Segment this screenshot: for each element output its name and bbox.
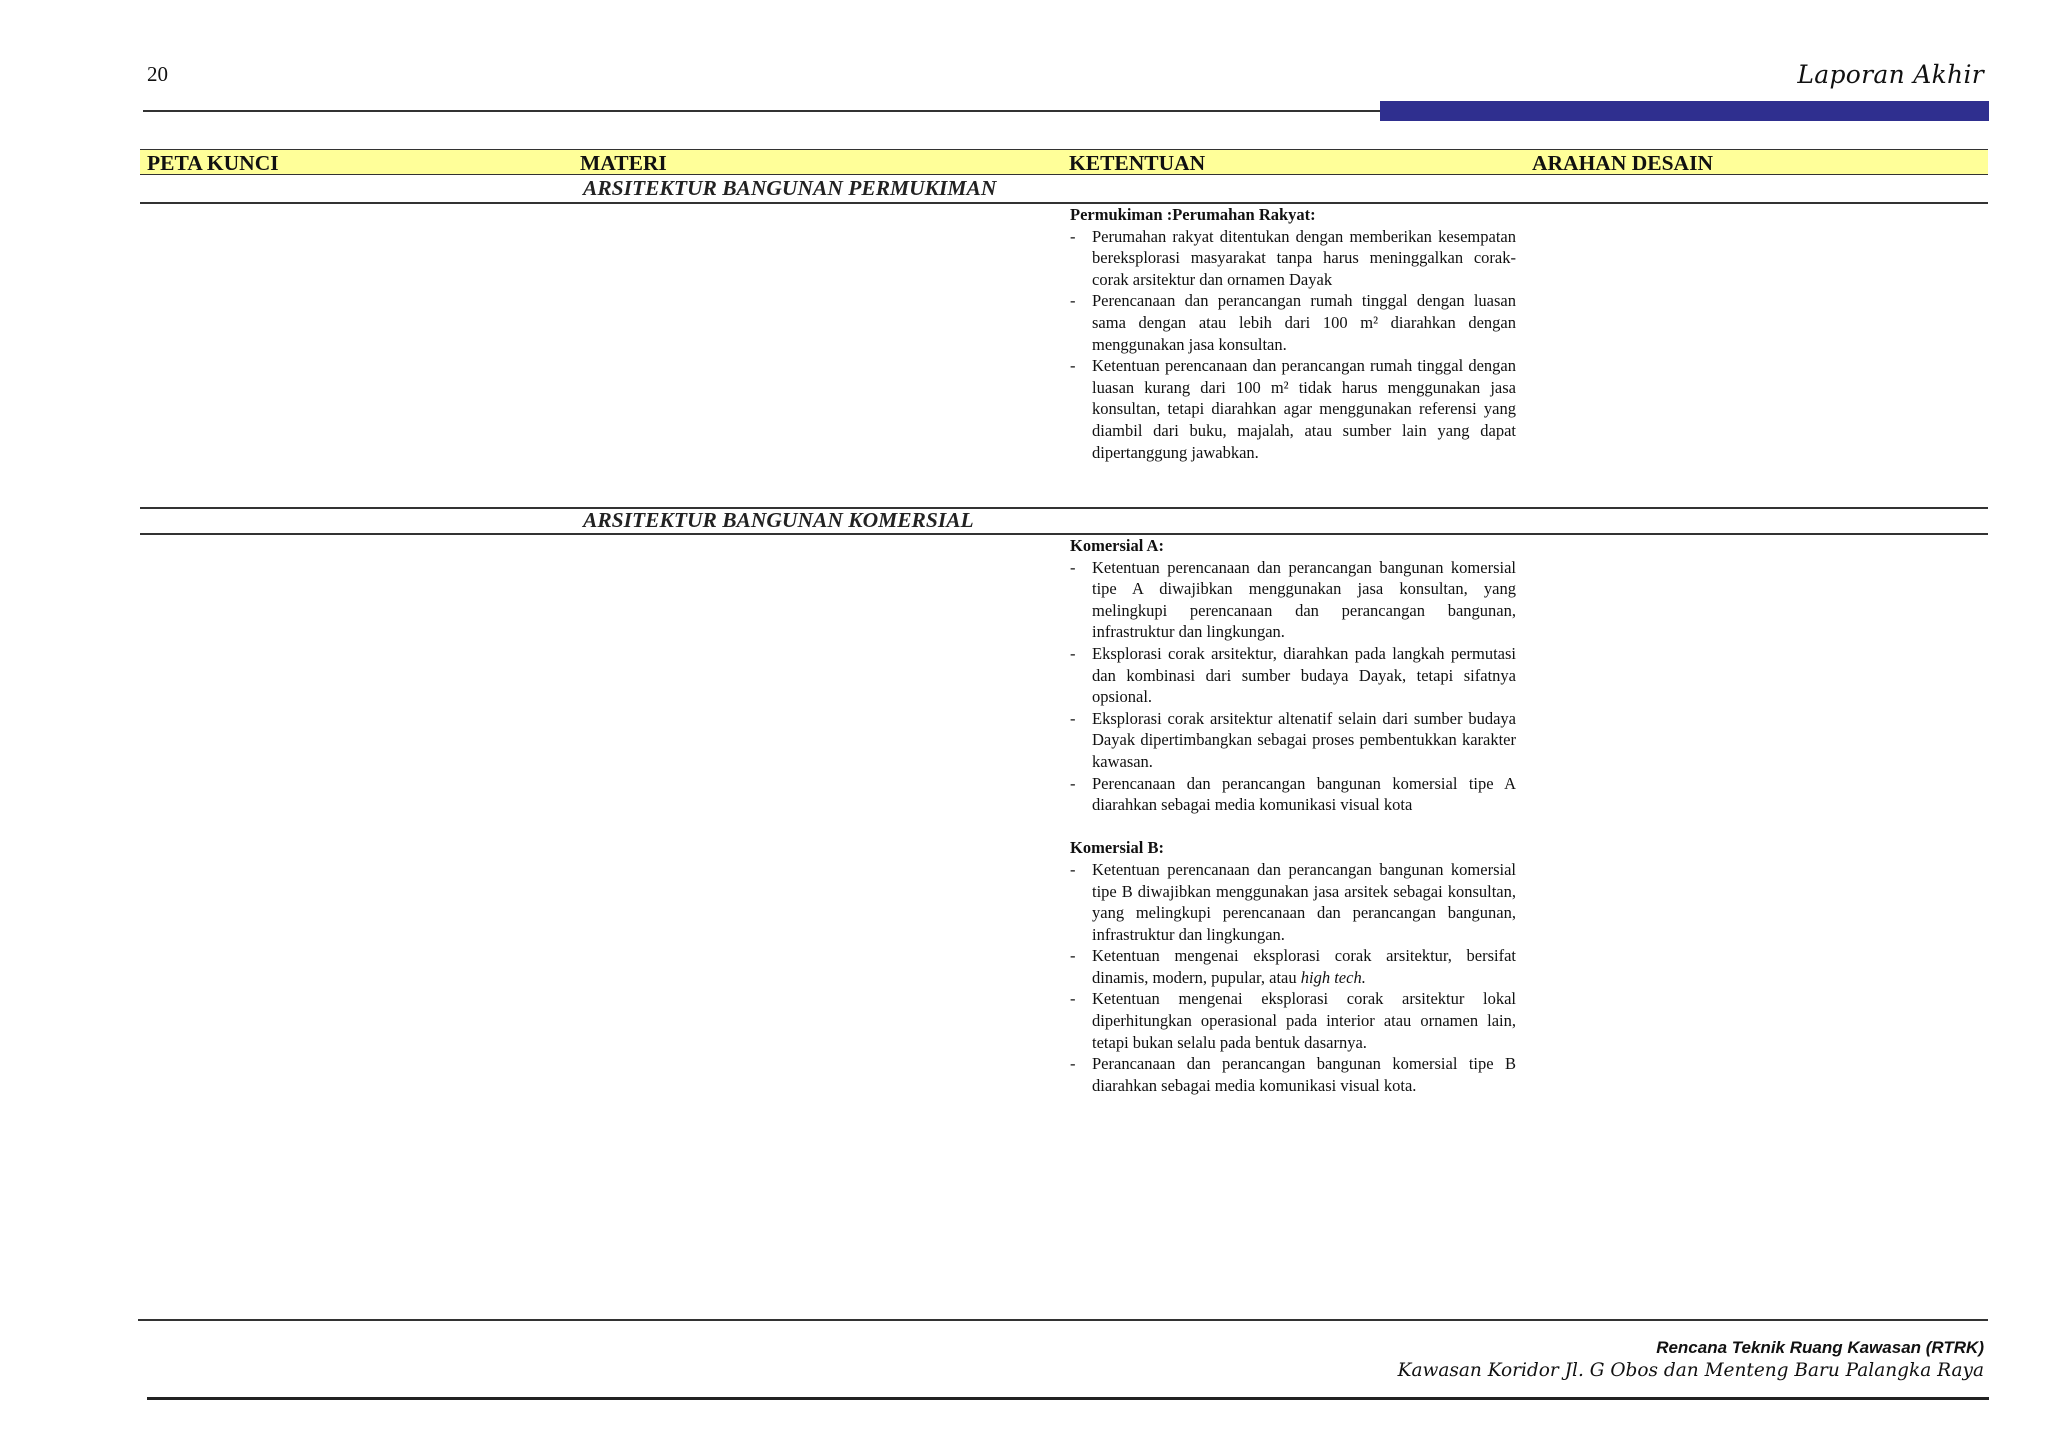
footer-rule xyxy=(138,1319,1988,1321)
list-item: - Ketentuan perencanaan dan perancangan rumah tinggal dengan luasan kurang dari 100 m² tidak harus menggunakan jasa konsultan, tetapi diarahkan agar menggunakan referensi yang diambil dari buku, majalah, atau sumber lain yang dapat dipertanggung jawabkan. xyxy=(1070,355,1516,463)
list-item: - Eksplorasi corak arsitektur altenatif selain dari sumber budaya Dayak dipertimbangkan sebagai proses pembentukkan karakter kawasan. xyxy=(1070,708,1516,773)
ketentuan-list xyxy=(1070,226,1516,464)
section-rule xyxy=(140,202,1988,204)
list-item: - Ketentuan mengenai eksplorasi corak arsitektur lokal diperhitungkan operasional pada interior atau ornamen lain, tetapi bukan selalu pada bentuk dasarnya. xyxy=(1070,988,1516,1053)
ketentuan-heading-komersial-b: Komersial B: xyxy=(1070,838,1164,858)
header-accent-bar xyxy=(1380,101,1989,121)
ketentuan-list-komersial-a xyxy=(1070,557,1516,816)
list-item: - Ketentuan perencanaan dan perancangan bangunan komersial tipe A diwajibkan menggunakan jasa konsultan, yang melingkupi perencanaan dan perancangan bangunan, infrastruktur dan lingkungan. xyxy=(1070,557,1516,643)
ketentuan-list-komersial-b xyxy=(1070,859,1516,1097)
column-header-arahan-desain: ARAHAN DESAIN xyxy=(1532,151,1713,175)
ketentuan-permukiman xyxy=(1070,204,1516,463)
column-header-materi: MATERI xyxy=(580,151,667,175)
section-rule xyxy=(140,533,1988,535)
list-item: - Ketentuan perencanaan dan perancangan bangunan komersial tipe B diwajibkan menggunakan jasa arsitek sebagai konsultan, yang melingkupi perencanaan dan perancangan bangunan, infrastruktur dan lingkungan. xyxy=(1070,859,1516,945)
header-rule xyxy=(143,110,1383,112)
list-item-text: Ketentuan mengenai eksplorasi corak arsitektur, bersifat dinamis, modern, pupular, atau xyxy=(1092,946,1516,987)
footer-title: Rencana Teknik Ruang Kawasan (RTRK) xyxy=(1656,1338,1984,1357)
table-header xyxy=(140,149,1988,175)
section-title-permukiman: ARSITEKTUR BANGUNAN PERMUKIMAN xyxy=(583,176,997,200)
list-item-italic-term: high tech. xyxy=(1300,967,1366,987)
header-title: Laporan Akhir xyxy=(1797,60,1984,89)
ketentuan-heading-komersial-a: Komersial A: xyxy=(1070,536,1164,555)
ketentuan-heading: Permukiman :Perumahan Rakyat: xyxy=(1070,205,1316,224)
column-header-peta-kunci: PETA KUNCI xyxy=(147,151,279,175)
list-item: - Perencanaan dan perancangan rumah tinggal dengan luasan sama dengan atau lebih dari 100 m² diarahkan dengan menggunakan jasa konsultan. xyxy=(1070,290,1516,355)
list-item xyxy=(1070,945,1516,988)
page-number: 20 xyxy=(147,62,168,86)
ketentuan-komersial xyxy=(1070,535,1516,1096)
footer-rule-bottom xyxy=(147,1397,1989,1400)
section-rule xyxy=(140,507,1988,509)
list-item: - Perancanaan dan perancangan bangunan komersial tipe B diarahkan sebagai media komunikasi visual kota. xyxy=(1070,1053,1516,1096)
column-header-ketentuan: KETENTUAN xyxy=(1069,151,1206,175)
section-title-komersial: ARSITEKTUR BANGUNAN KOMERSIAL xyxy=(583,508,974,532)
list-item: - Perencanaan dan perancangan bangunan komersial tipe A diarahkan sebagai media komunikasi visual kota xyxy=(1070,773,1516,816)
list-item: - Perumahan rakyat ditentukan dengan memberikan kesempatan bereksplorasi masyarakat tanpa harus meninggalkan corak-corak arsitektur dan ornamen Dayak xyxy=(1070,226,1516,291)
list-item: - Eksplorasi corak arsitektur, diarahkan pada langkah permutasi dan kombinasi dari sumber budaya Dayak, tetapi sifatnya opsional. xyxy=(1070,643,1516,708)
footer-subtitle: Kawasan Koridor Jl. G Obos dan Menteng Baru Palangka Raya xyxy=(1397,1360,1984,1381)
